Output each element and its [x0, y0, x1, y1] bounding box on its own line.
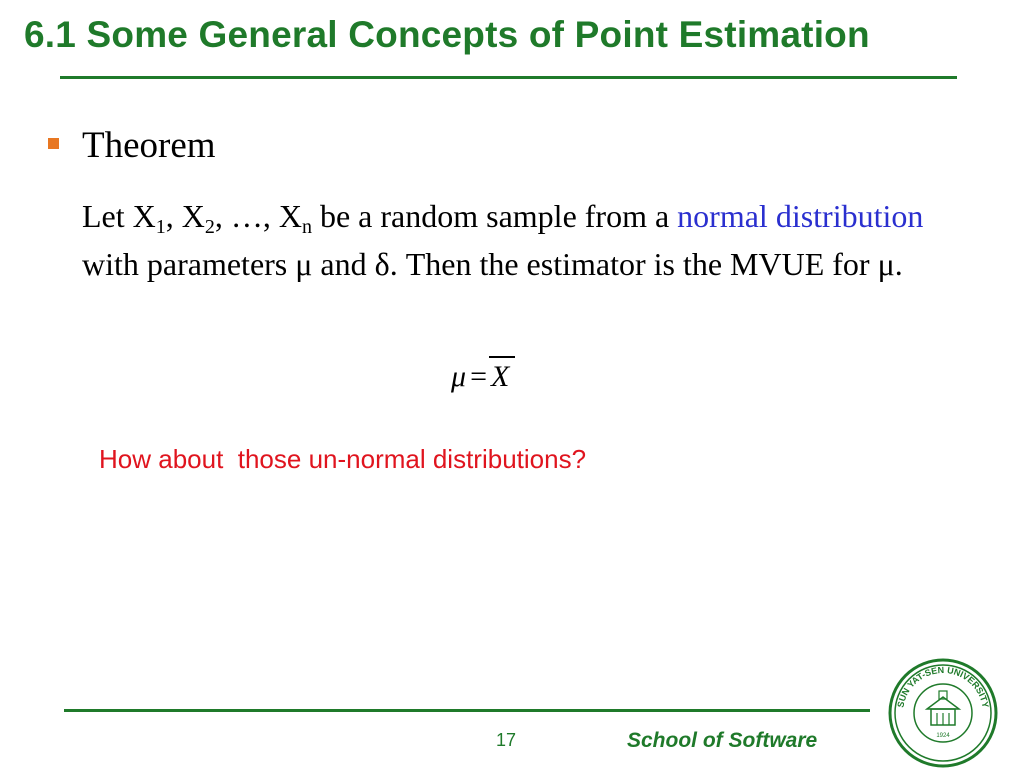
slide-title: 6.1 Some General Concepts of Point Estimation	[24, 14, 870, 55]
subscript-1: 1	[155, 216, 166, 238]
estimator-formula	[451, 360, 509, 394]
title-divider	[60, 76, 957, 79]
question-text: How about those un-normal distributions?	[99, 444, 587, 474]
body-comma-2: , …, X	[214, 198, 302, 234]
formula-equals: =	[470, 360, 487, 393]
theorem-text	[82, 192, 982, 288]
square-bullet-icon	[48, 138, 59, 149]
seal-ring-text: SUN YAT-SEN UNIVERSITY	[895, 664, 991, 709]
page-number: 17	[496, 730, 517, 750]
highlight-normal-distribution: normal distribution	[677, 198, 924, 234]
theorem-heading: Theorem	[82, 125, 216, 166]
footer-divider	[64, 709, 870, 712]
formula-mu: μ	[451, 360, 467, 393]
body-let: Let X	[82, 198, 156, 234]
university-seal-logo	[887, 657, 999, 769]
subscript-n: n	[301, 216, 312, 238]
seal-year: 1924	[936, 733, 950, 739]
body-rest: with parameters μ and δ. Then the estimator is the MVUE for μ.	[82, 246, 903, 282]
subscript-2: 2	[204, 216, 215, 238]
body-mid: be a random sample from a	[311, 198, 678, 234]
school-name: School of Software	[627, 729, 818, 752]
formula-x-bar: X	[490, 360, 510, 393]
body-comma-1: , X	[165, 198, 205, 234]
